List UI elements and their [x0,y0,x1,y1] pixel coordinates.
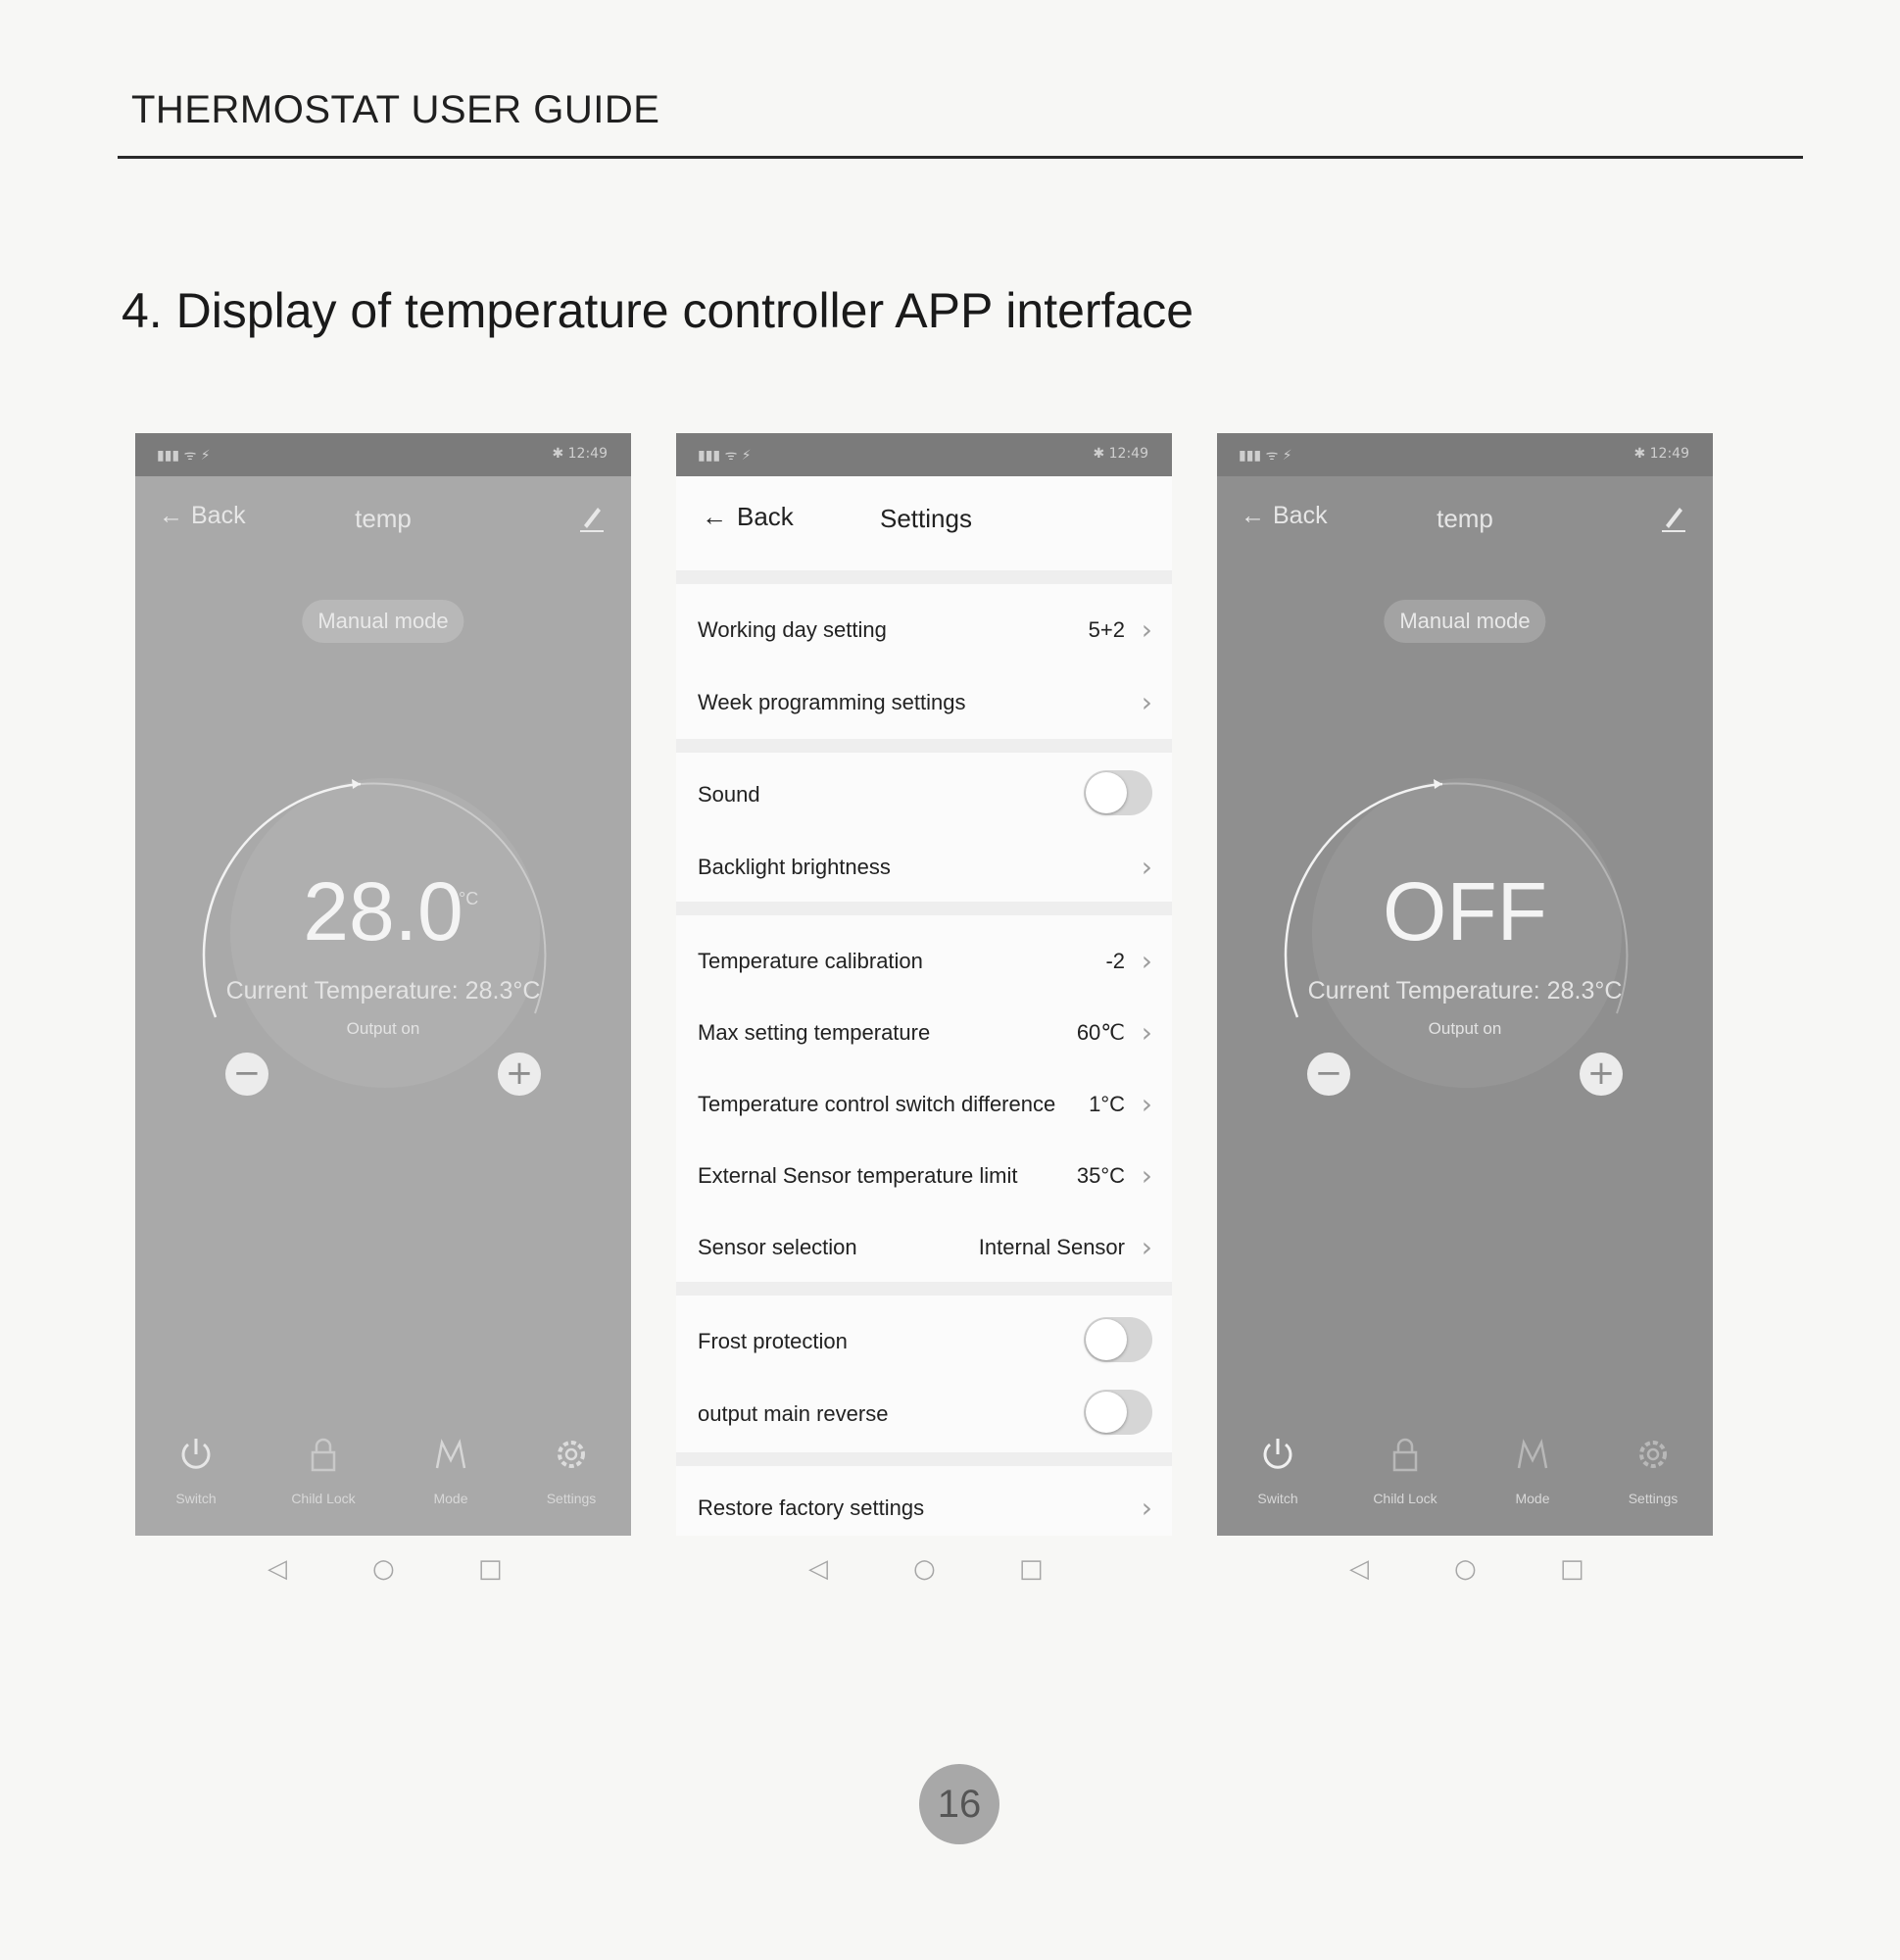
section-divider [676,902,1172,915]
setting-sensor-selection[interactable] [698,1227,1152,1266]
setting-label: Sound [698,782,760,807]
tab-bar [135,1433,631,1531]
setpoint-value: OFF [1383,865,1547,957]
setting-label: Frost protection [698,1329,848,1353]
tab-settings[interactable] [1599,1433,1707,1506]
chevron-right-icon: › [1141,851,1152,883]
tab-child-lock[interactable] [1351,1433,1459,1506]
setting-label: Working day setting [698,617,887,642]
setpoint-unit: °C [459,889,479,908]
section-title: 4. Display of temperature controller APP interface [122,283,1194,338]
tab-label: Switch [1257,1491,1298,1506]
phone-screen-settings [676,433,1172,1536]
chevron-right-icon: › [1141,945,1152,977]
section-divider [676,570,1172,584]
arrow-left-icon: ← [1241,502,1265,529]
mode-badge: Manual mode [302,600,463,643]
setting-working-day[interactable] [698,610,1152,649]
setting-value: 35°C [1076,1163,1125,1188]
setting-label: Temperature calibration [698,949,923,973]
status-bar: ▮▮▮ ᯤ ⚡ ✱ 12:49 [135,433,631,476]
system-nav-bar [1217,1554,1713,1590]
section-divider [676,739,1172,753]
tab-label: Mode [433,1491,468,1506]
tab-label: Settings [1628,1491,1679,1506]
system-nav-bar [676,1554,1172,1590]
mode-m-icon [1511,1433,1554,1476]
section-divider [676,1452,1172,1466]
page-number: 16 [919,1764,999,1844]
setting-week-programming[interactable] [698,682,1152,721]
nav-recents-icon[interactable]: □ [478,1554,503,1584]
phone-screen-off [1217,433,1713,1536]
mode-m-icon [429,1433,472,1476]
lock-icon [302,1433,345,1476]
tab-mode[interactable] [1479,1433,1586,1506]
setting-value: 1°C [1089,1092,1125,1116]
setting-value: -2 [1105,949,1125,973]
chevron-right-icon: › [1141,1016,1152,1049]
settings-title: Settings [880,504,972,533]
chevron-right-icon: › [1141,613,1152,646]
nav-home-icon[interactable]: ○ [913,1554,936,1584]
tab-label: Child Lock [291,1491,356,1506]
setting-label: External Sensor temperature limit [698,1163,1018,1188]
document-header: THERMOSTAT USER GUIDE [131,88,660,131]
frost-protection-toggle[interactable] [1084,1317,1152,1362]
decrease-button[interactable]: − [225,1053,268,1096]
power-icon [1256,1433,1299,1476]
setting-backlight[interactable] [698,847,1152,886]
tab-settings[interactable] [517,1433,625,1506]
tab-label: Switch [175,1491,217,1506]
tab-bar [1217,1433,1713,1531]
tab-label: Mode [1515,1491,1550,1506]
setting-sound [698,774,1152,813]
nav-back-icon[interactable]: ◁ [268,1554,287,1584]
setting-label: Sensor selection [698,1235,857,1259]
output-status: Output on [1428,1019,1502,1038]
arrow-left-icon: ← [159,502,183,529]
back-label: Back [191,502,246,529]
gear-icon [1632,1433,1675,1476]
setting-label: output main reverse [698,1401,889,1426]
nav-back-icon[interactable]: ◁ [808,1554,828,1584]
tab-label: Child Lock [1373,1491,1437,1506]
increase-button[interactable]: + [1580,1053,1623,1096]
setting-value: 60℃ [1076,1020,1125,1045]
back-button[interactable] [702,502,794,532]
setting-temperature-calibration[interactable] [698,941,1152,980]
setting-label: Restore factory settings [698,1495,925,1520]
sound-toggle[interactable] [1084,770,1152,815]
chevron-right-icon: › [1141,686,1152,718]
nav-back-icon[interactable]: ◁ [1349,1554,1369,1584]
device-title: temp [1437,504,1493,533]
output-reverse-toggle[interactable] [1084,1390,1152,1435]
device-title: temp [355,504,412,533]
nav-recents-icon[interactable]: □ [1560,1554,1584,1584]
chevron-right-icon: › [1141,1159,1152,1192]
power-icon [174,1433,218,1476]
setpoint-value: 28.0 [303,865,463,957]
tab-switch[interactable] [142,1433,250,1506]
status-bar: ▮▮▮ ᯤ ⚡ ✱ 12:49 [1217,433,1713,476]
output-status: Output on [346,1019,420,1038]
tab-child-lock[interactable] [269,1433,377,1506]
chevron-right-icon: › [1141,1231,1152,1263]
setting-frost-protection [698,1321,1152,1360]
nav-home-icon[interactable]: ○ [372,1554,395,1584]
setting-value: 5+2 [1088,617,1125,642]
gear-icon [550,1433,593,1476]
arrow-left-icon: ← [702,502,727,531]
setting-label: Week programming settings [698,690,966,714]
tab-label: Settings [546,1491,597,1506]
mode-badge: Manual mode [1384,600,1545,643]
current-temperature: Current Temperature: 28.3°C [1307,977,1623,1004]
tab-switch[interactable] [1224,1433,1332,1506]
back-label: Back [1273,502,1328,529]
system-nav-bar [135,1554,631,1590]
increase-button[interactable]: + [498,1053,541,1096]
nav-home-icon[interactable]: ○ [1454,1554,1477,1584]
setting-switch-difference[interactable] [698,1084,1152,1123]
decrease-button[interactable]: − [1307,1053,1350,1096]
lock-icon [1384,1433,1427,1476]
status-bar: ▮▮▮ ᯤ ⚡ ✱ 12:49 [676,433,1172,476]
setting-restore-factory[interactable] [698,1488,1152,1527]
setting-max-temperature[interactable] [698,1012,1152,1052]
tab-mode[interactable] [397,1433,505,1506]
setting-label: Backlight brightness [698,855,891,879]
back-label: Back [737,502,794,531]
header-divider [118,156,1803,159]
chevron-right-icon: › [1141,1492,1152,1524]
setting-external-sensor-limit[interactable] [698,1155,1152,1195]
phone-screen-setpoint [135,433,631,1536]
setting-label: Max setting temperature [698,1020,931,1045]
nav-recents-icon[interactable]: □ [1019,1554,1044,1584]
setting-label: Temperature control switch difference [698,1092,1056,1116]
setting-value: Internal Sensor [978,1235,1125,1259]
current-temperature: Current Temperature: 28.3°C [225,977,541,1004]
chevron-right-icon: › [1141,1088,1152,1120]
section-divider [676,1282,1172,1296]
setting-output-reverse [698,1394,1152,1433]
